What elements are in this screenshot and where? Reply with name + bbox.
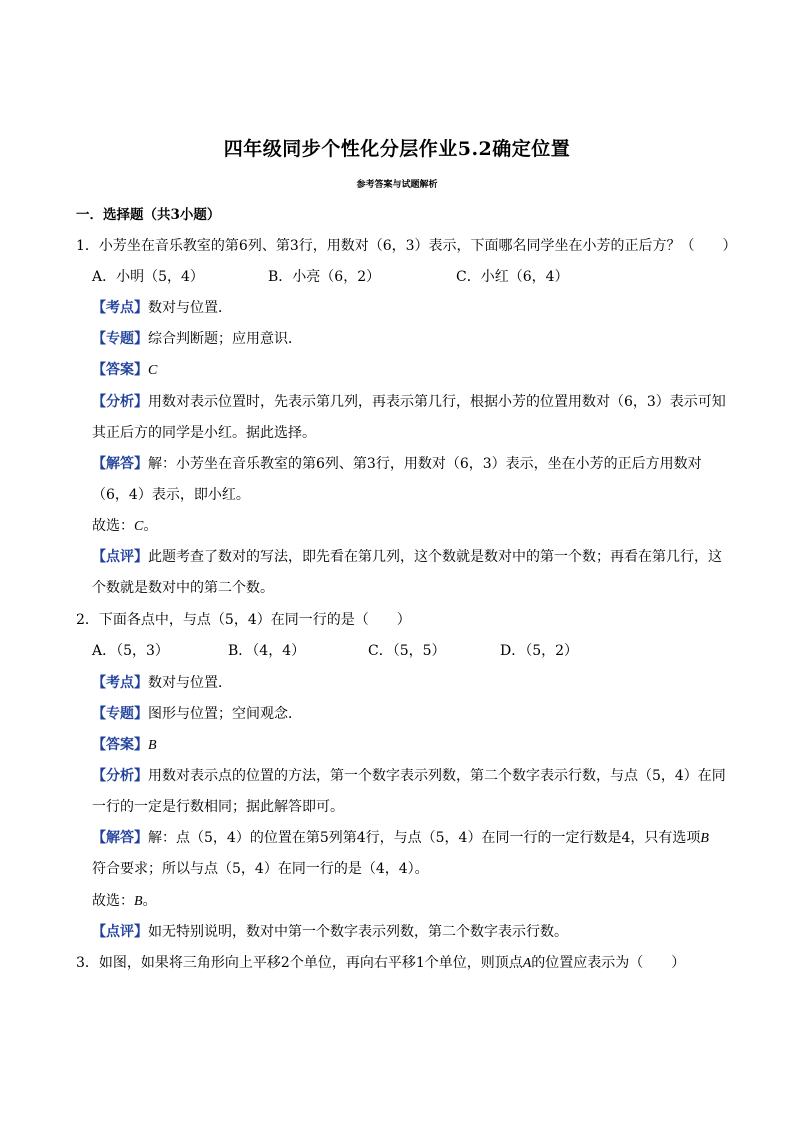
question-1-dianping-line2: 个数就是数对中的第二个数。 <box>92 580 274 596</box>
question-2-daan <box>92 735 157 756</box>
question-3-stem <box>76 953 685 974</box>
question-3-stem-part2: 的位置应表示为（ ） <box>531 955 686 971</box>
kaodian-label: 【考点】 <box>92 675 148 691</box>
kaodian-label: 【考点】 <box>92 300 148 316</box>
dianping-label: 【点评】 <box>92 924 148 940</box>
kaodian-text: 数对与位置． <box>148 675 232 691</box>
question-1-option-a: A．小明（5，4） <box>92 269 204 285</box>
question-1-fenxi-line2: 其正后方的同学是小红。据此选择。 <box>92 425 316 441</box>
dianping-label: 【点评】 <box>92 549 148 565</box>
fenxi-text-line1: 用数对表示位置时，先表示第几列，再表示第几行，根据小芳的位置用数对（6，3）表示可知 <box>148 394 726 410</box>
zhuanti-label: 【专题】 <box>92 706 148 722</box>
question-1-zhuanti <box>92 329 302 349</box>
question-1-fenxi <box>92 392 726 412</box>
fenxi-label: 【分析】 <box>92 394 148 410</box>
page-subtitle: 参考答案与试题解析 <box>356 180 438 190</box>
question-2-jieda <box>92 828 709 849</box>
question-2-jieda-line2: 符合要求；所以与点（5，4）在同一行的是（4，4）。 <box>92 861 429 877</box>
zhuanti-label: 【专题】 <box>92 331 148 347</box>
question-2-fenxi <box>92 766 726 786</box>
question-1-daan <box>92 360 157 381</box>
question-2-option-a: A．（5，3） <box>92 643 169 659</box>
section-heading: 一．选择题（共3小题） <box>76 207 221 223</box>
page-title: 四年级同步个性化分层作业5.2确定位置 <box>223 138 571 160</box>
question-2-dianping <box>92 922 568 942</box>
question-2-option-c: C．（5，5） <box>368 643 446 659</box>
daan-text: B <box>148 738 157 753</box>
question-3-stem-part1: 3．如图，如果将三角形向上平移2个单位，再向右平移1个单位，则顶点 <box>76 955 523 971</box>
dianping-text-line1: 此题考查了数对的写法，即先看在第几列，这个数就是数对中的第一个数；再看在第几行，这 <box>148 549 722 565</box>
jieda-text-line1: 解：点（5，4）的位置在第5列第4行，与点（5，4）在同一行的一定行数是4，只有选项 <box>148 830 701 846</box>
question-2-option-b: B．（4，4） <box>228 643 306 659</box>
jieda-option-var: B <box>700 831 709 846</box>
guxuan-answer: C <box>134 519 144 534</box>
guxuan-prefix: 故选： <box>92 518 134 534</box>
guxuan-answer: B <box>134 894 143 909</box>
question-1-option-c: C．小红（6，4） <box>456 269 569 285</box>
daan-label: 【答案】 <box>92 362 148 378</box>
daan-label: 【答案】 <box>92 737 148 753</box>
dianping-text: 如无特别说明，数对中第一个数字表示列数，第二个数字表示行数。 <box>148 924 568 940</box>
question-3-vertex-var: A <box>522 956 532 971</box>
question-2-fenxi-line2: 一行的一定是行数相同；据此解答即可。 <box>92 799 344 815</box>
question-2-zhuanti <box>92 704 302 724</box>
guxuan-suffix: 。 <box>143 518 158 534</box>
guxuan-suffix: 。 <box>142 893 157 909</box>
zhuanti-text: 图形与位置；空间观念． <box>148 706 302 722</box>
kaodian-text: 数对与位置． <box>148 300 232 316</box>
question-1-kaodian <box>92 298 232 318</box>
question-1-guxuan <box>92 516 157 537</box>
question-2-kaodian <box>92 673 232 693</box>
daan-text: C <box>148 363 158 378</box>
question-1-jieda <box>92 454 702 474</box>
guxuan-prefix: 故选： <box>92 893 134 909</box>
jieda-label: 【解答】 <box>92 456 148 472</box>
question-2-guxuan <box>92 891 157 912</box>
question-1-stem: 1．小芳坐在音乐教室的第6列、第3行，用数对（6，3）表示，下面哪名同学坐在小芳的正后方？（ ） <box>76 238 737 254</box>
question-2-option-d: D．（5，2） <box>500 643 579 659</box>
zhuanti-text: 综合判断题；应用意识． <box>148 331 302 347</box>
fenxi-text-line1: 用数对表示点的位置的方法，第一个数字表示列数，第二个数字表示行数，与点（5，4）在同 <box>148 768 726 784</box>
question-1-option-b: B．小亮（6，2） <box>268 269 381 285</box>
question-1-dianping <box>92 547 722 567</box>
question-1-jieda-line2: （6，4）表示，即小红。 <box>92 487 250 503</box>
question-2-stem: 2．下面各点中，与点（5，4）在同一行的是（ ） <box>76 612 411 628</box>
jieda-text-line1: 解：小芳坐在音乐教室的第6列、第3行，用数对（6，3）表示，坐在小芳的正后方用数对 <box>148 456 702 472</box>
fenxi-label: 【分析】 <box>92 768 148 784</box>
jieda-label: 【解答】 <box>92 830 148 846</box>
